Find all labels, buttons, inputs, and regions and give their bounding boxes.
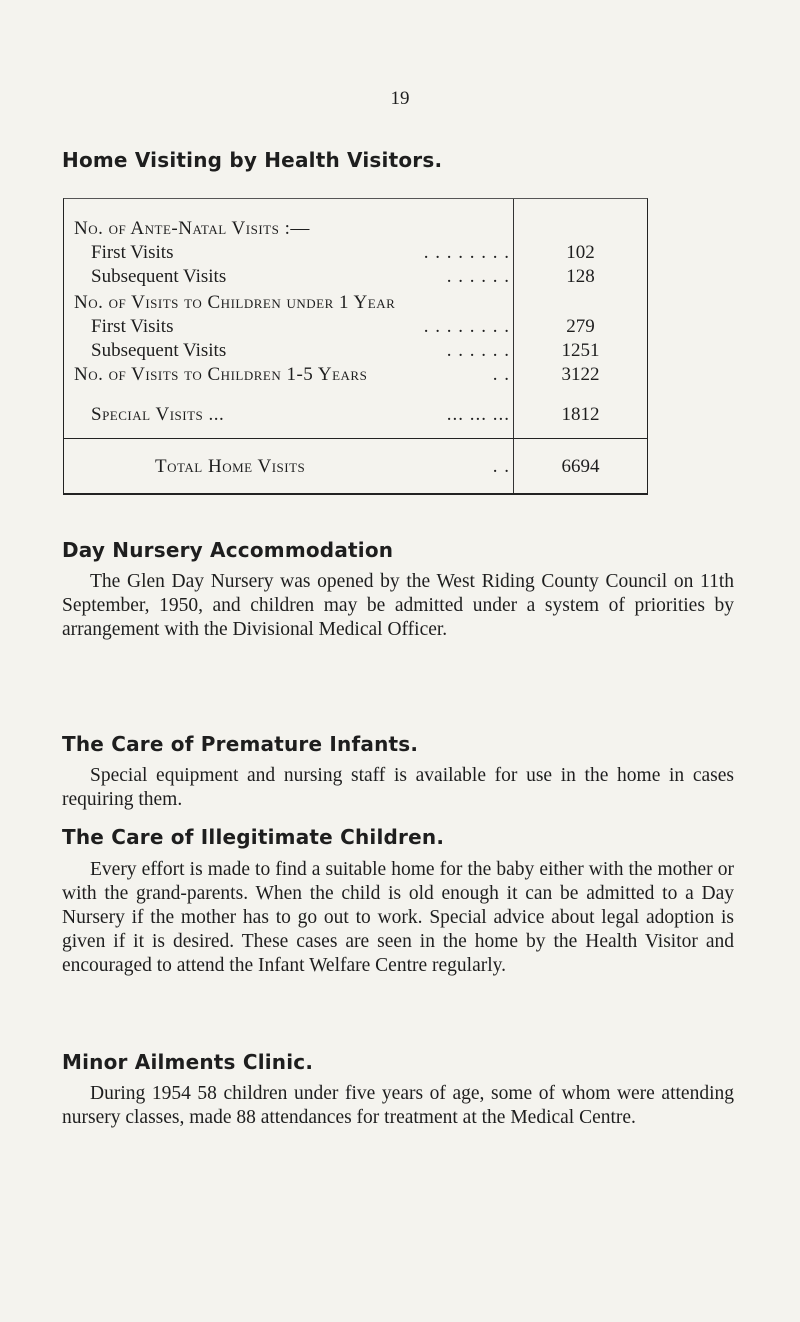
leader-dots: . . [492,364,510,385]
paragraph-day-nursery: The Glen Day Nursery was opened by the West Riding County Council on 11th September, 1950, and children may be admitted under a system of priorities by arrangement with the Divisional Medical Officer. [62,571,734,640]
table-row [64,218,647,242]
table-row [64,316,647,340]
leader-dots: . . . . . . . . [423,316,510,337]
leader-dots: . . . . . . [446,340,510,361]
paragraph-illegitimate-children: Every effort is made to find a suitable home for the baby either with the mother or with the grand-parents. When the child is old enough it can be admitted to a Day Nursery if the mother has to go out to work. Special advice about legal adoption is given if it is desired. These cases are seen in the home by the Health Visitor and encouraged to attend the Infant Welfare Centre regularly. [62,859,734,976]
leader-dots: . . [492,456,510,477]
table-row [64,266,647,290]
row-label: Subsequent Visits [91,266,227,287]
table-row [64,242,647,266]
table-row [64,340,647,364]
row-label: First Visits [91,316,174,337]
heading-home-visiting: Home Visiting by Health Visitors. [62,148,443,172]
row-label: No. of Visits to Children under 1 Year [74,292,396,313]
table-row [64,404,647,428]
row-value: 279 [566,316,595,337]
heading-minor-ailments: Minor Ailments Clinic. [62,1050,314,1074]
row-label: First Visits [91,242,174,263]
row-value: 3122 [561,364,600,385]
paragraph-minor-ailments: During 1954 58 children under five years of age, some of whom were attending nursery classes, made 88 attendances for treatment at the Medical Centre. [62,1083,734,1128]
home-visits-table [63,198,648,495]
row-value: 1251 [561,340,600,361]
leader-dots: . . . . . . [446,266,510,287]
row-label: No. of Visits to Children 1-5 Years [74,364,368,385]
row-value: 1812 [561,404,600,425]
row-value: 128 [566,266,595,287]
table-row [64,364,647,388]
table-row [64,292,647,316]
heading-illegitimate-children: The Care of Illegitimate Children. [62,825,445,849]
row-label: Subsequent Visits [91,340,227,361]
leader-dots: . . . . . . . . [423,242,510,263]
page-number: 19 [390,88,410,109]
row-label: Special Visits ... [91,404,225,425]
heading-day-nursery: Day Nursery Accommodation [62,538,394,562]
row-value: 102 [566,242,595,263]
total-row [64,456,647,480]
total-divider [64,438,647,439]
paragraph-premature-infants: Special equipment and nursing staff is available for use in the home in cases requiring them. [62,765,734,810]
heading-premature-infants: The Care of Premature Infants. [62,732,419,756]
row-label: No. of Ante-Natal Visits :— [74,218,310,239]
leader-dots: ... ... ... [446,404,510,425]
total-value: 6694 [561,456,600,477]
total-label: Total Home Visits [155,456,306,477]
